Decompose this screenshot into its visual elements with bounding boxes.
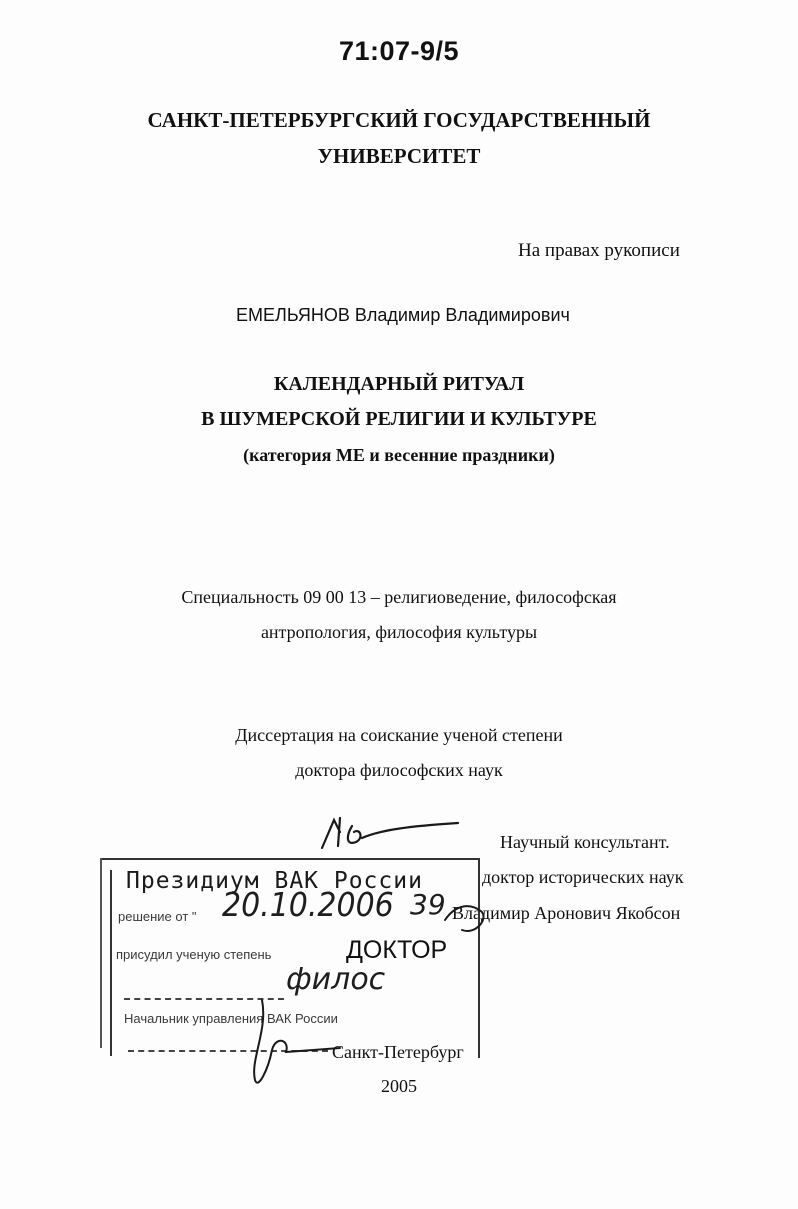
vak-stamp-head-label: Начальник управления ВАК России [124,1011,338,1026]
publication-city: Санкт-Петербург [332,1042,464,1062]
stamp-degree-value: ДОКТОР [346,936,448,964]
consultant-degree: доктор исторических наук [482,867,684,887]
consultant-signature [322,818,458,848]
stamp-handwritten-number: 39 [410,888,446,921]
title-line2: В ШУМЕРСКОЙ РЕЛИГИИ И КУЛЬТУРЕ [201,408,597,430]
stamp-handwritten-date: 20.10.2006 [222,886,394,925]
specialty-line2: антропология, философия культуры [260,622,538,642]
dissertation-line2: доктора философских наук [295,760,503,780]
university-name-line1: САНКТ-ПЕТЕРБУРГСКИЙ ГОСУДАРСТВЕННЫЙ [147,108,651,132]
university-name-line2: УНИВЕРСИТЕТ [317,144,481,168]
dissertation-line1: Диссертация на соискание ученой степени [235,725,563,745]
consultant-name: Владимир Аронович Якобсон [452,903,681,923]
vak-stamp-rule [124,998,284,1001]
vak-stamp-header: Президиум ВАК России [126,868,423,894]
vak-stamp-signature-rule [128,1050,328,1053]
vak-stamp-decision-label: решение от " [118,909,197,924]
author-name: ЕМЕЛЬЯНОВ Владимир Владимирович [236,305,570,325]
subtitle: (категория МЕ и весенние праздники) [243,445,555,465]
consultant-label: Научный консультант. [500,832,670,852]
manuscript-rights-note: На правах рукописи [518,240,680,261]
specialty-line1: Специальность 09 00 13 – религиоведение, философская [181,587,617,607]
vak-stamp-inner-edge [110,870,112,1056]
publication-year: 2005 [381,1076,417,1096]
vak-stamp-degree-label: присудил ученую степень [116,947,272,962]
vak-stamp-left-edge [100,858,102,1048]
stamp-handwritten-field: филос [286,962,386,997]
document-code: 71:07-9/5 [338,36,460,66]
title-line1: КАЛЕНДАРНЫЙ РИТУАЛ [273,373,525,395]
